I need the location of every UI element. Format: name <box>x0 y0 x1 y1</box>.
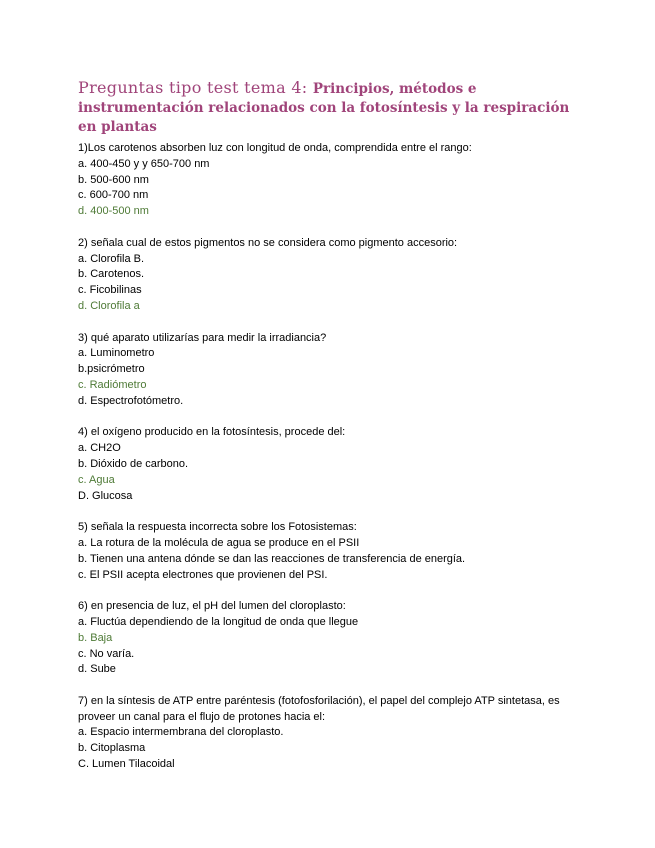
answer-option: a. 400-450 y y 650-700 nm <box>78 157 210 170</box>
answer-option-correct: b. Baja <box>78 631 113 644</box>
document-page <box>78 78 578 773</box>
answer-option: b. 500-600 nm <box>78 173 149 186</box>
answer-option-correct: d. 400-500 nm <box>78 205 149 218</box>
question-7 <box>78 694 578 773</box>
title-rest: Principios, métodos e instrumentación relacionados con la fotosíntesis y la respiración en plantas <box>78 81 570 135</box>
answer-option: b. Tienen una antena dónde se dan las reacciones de transferencia de energía. <box>78 552 466 565</box>
question-text: 6) en presencia de luz, el pH del lumen del cloroplasto: <box>78 600 346 613</box>
answer-option-correct: d. Clorofila a <box>78 299 140 312</box>
answer-option: a. Fluctúa dependiendo de la longitud de onda que llegue <box>78 615 359 628</box>
answer-option: b. Citoplasma <box>78 742 146 755</box>
question-5 <box>78 520 578 583</box>
question-text: 7) en la síntesis de ATP entre paréntesis (fotofosforilación), el papel del complejo ATP sintetasa, es proveer un canal para el flujo de protones hacia el: <box>78 694 563 723</box>
answer-option: D. Glucosa <box>78 489 133 502</box>
answer-option: C. Lumen Tilacoidal <box>78 758 175 771</box>
question-4 <box>78 425 578 504</box>
answer-option: a. La rotura de la molécula de agua se produce en el PSII <box>78 536 360 549</box>
answer-option: a. Luminometro <box>78 347 155 360</box>
answer-option: c. No varía. <box>78 647 135 660</box>
question-text: 1)Los carotenos absorben luz con longitud de onda, comprendida entre el rango: <box>78 142 472 154</box>
answer-option: a. Espacio intermembrana del cloroplasto. <box>78 726 284 739</box>
answer-option: a. CH2O <box>78 442 121 455</box>
answer-option: c. 600-700 nm <box>78 189 149 202</box>
answer-option: a. Clorofila B. <box>78 252 145 265</box>
answer-option-correct: c. Radiómetro <box>78 378 147 391</box>
answer-option: c. Ficobilinas <box>78 284 142 297</box>
question-6 <box>78 599 578 678</box>
answer-option: b.psicrómetro <box>78 363 145 376</box>
question-1 <box>78 141 578 220</box>
question-text: 4) el oxígeno producido en la fotosíntesis, procede del: <box>78 426 346 439</box>
answer-option: d. Sube <box>78 663 116 676</box>
question-list <box>78 141 578 773</box>
question-text: 3) qué aparato utilizarías para medir la irradiancia? <box>78 331 327 344</box>
question-text: 2) señala cual de estos pigmentos no se considera como pigmento accesorio: <box>78 236 458 249</box>
title-lead: Preguntas tipo test tema 4: <box>78 78 313 97</box>
question-text: 5) señala la respuesta incorrecta sobre los Fotosistemas: <box>78 521 357 534</box>
document-title <box>78 78 578 137</box>
answer-option: d. Espectrofotómetro. <box>78 394 184 407</box>
question-3 <box>78 331 578 410</box>
question-2 <box>78 236 578 315</box>
answer-option: b. Dióxido de carbono. <box>78 457 189 470</box>
answer-option: b. Carotenos. <box>78 268 145 281</box>
answer-option-correct: c. Agua <box>78 473 115 486</box>
answer-option: c. El PSII acepta electrones que provienen del PSI. <box>78 568 328 581</box>
